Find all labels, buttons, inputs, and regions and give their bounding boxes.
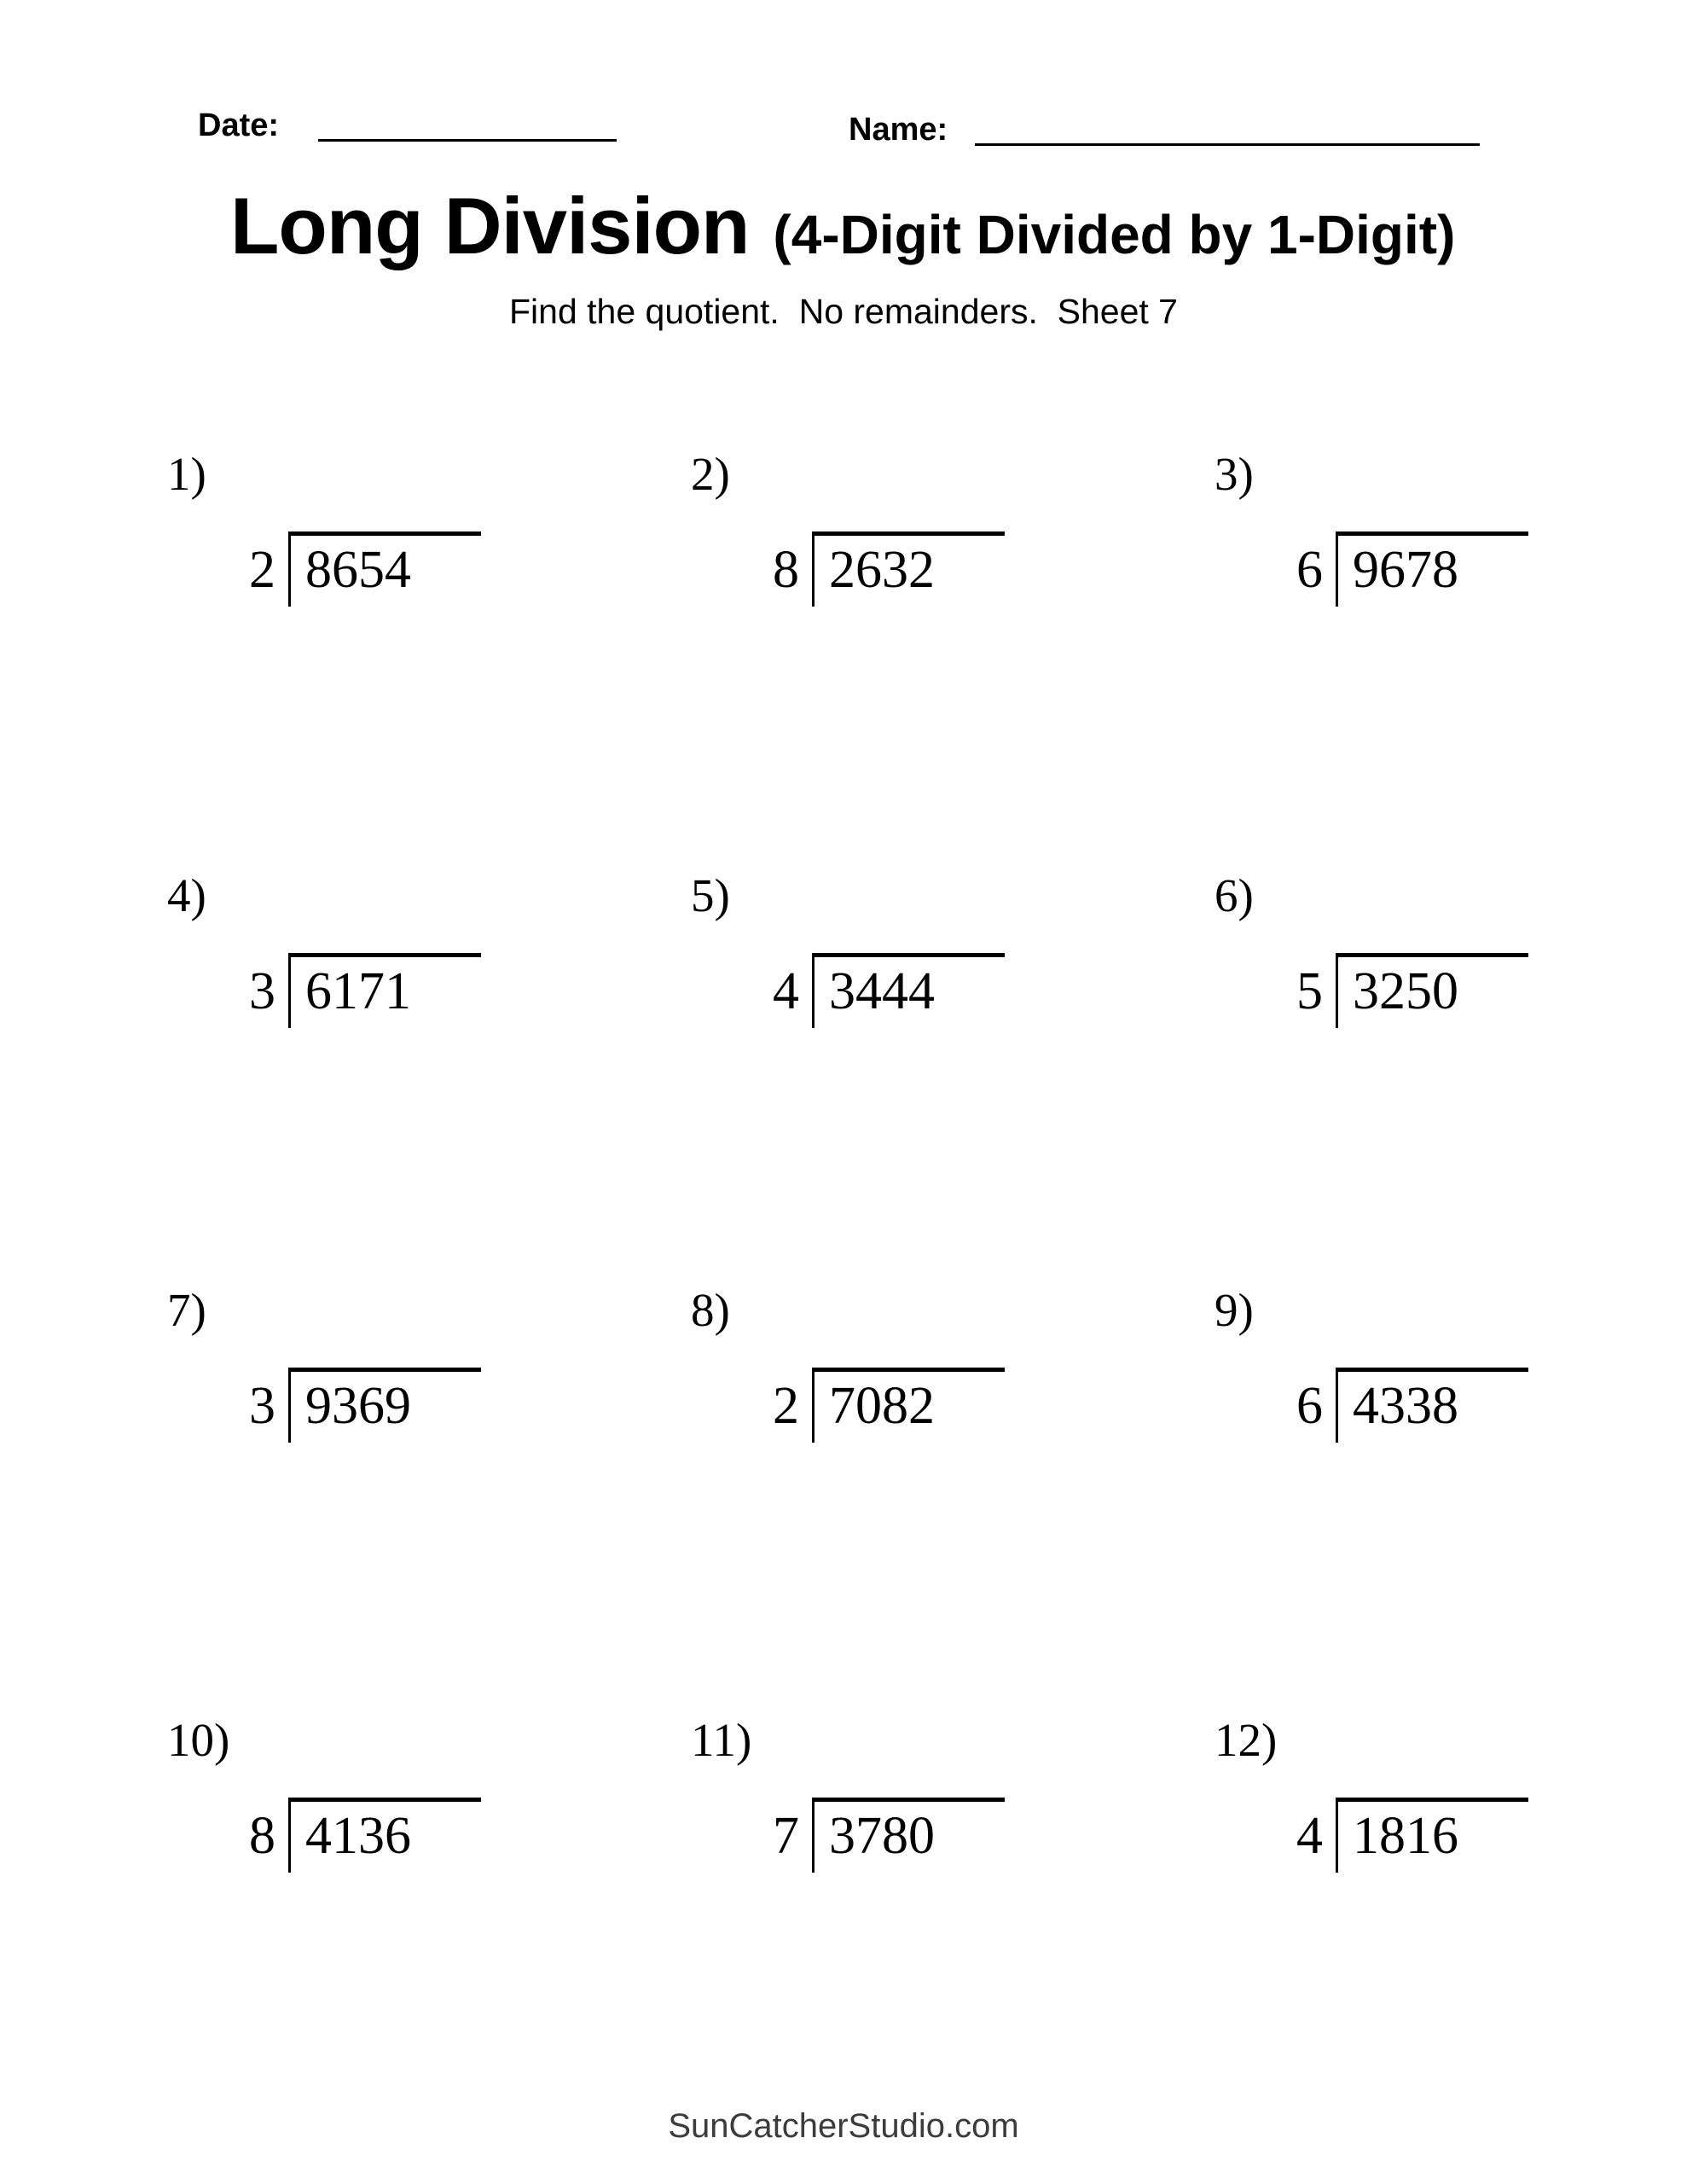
problem-number: 2) xyxy=(691,448,730,500)
division-problem xyxy=(167,1284,662,1594)
dividend: 4136 xyxy=(305,1807,411,1865)
division-expression xyxy=(773,1798,1186,1873)
divisor: 4 xyxy=(773,962,799,1020)
division-problem xyxy=(1215,1284,1687,1594)
division-bracket xyxy=(1336,953,1528,1028)
problem-number: 4) xyxy=(167,869,206,921)
division-bracket xyxy=(288,953,481,1028)
dividend: 3444 xyxy=(829,962,935,1020)
problem-number: 12) xyxy=(1215,1714,1278,1766)
division-bracket xyxy=(288,531,481,607)
division-problem xyxy=(167,869,662,1179)
divisor: 8 xyxy=(249,1807,275,1865)
division-problem xyxy=(167,450,662,758)
name-label: Name: xyxy=(849,112,948,148)
division-bracket xyxy=(288,1798,481,1873)
dividend: 2632 xyxy=(829,541,935,599)
divisor: 8 xyxy=(773,541,799,599)
page-title xyxy=(230,181,1527,270)
division-problem xyxy=(691,1284,1186,1594)
problem-number: 3) xyxy=(1215,448,1254,500)
footer-site-credit: SunCatcherStudio.com xyxy=(668,2107,1019,2145)
division-expression xyxy=(249,531,662,607)
division-problem xyxy=(691,450,1186,758)
divisor: 3 xyxy=(249,1377,275,1435)
divisor: 5 xyxy=(1296,962,1323,1020)
division-expression xyxy=(1296,1368,1687,1443)
dividend: 9369 xyxy=(305,1377,411,1435)
divisor: 2 xyxy=(773,1377,799,1435)
division-bracket xyxy=(1336,1798,1528,1873)
division-expression xyxy=(773,1368,1186,1443)
dividend: 3780 xyxy=(829,1807,935,1865)
date-label: Date: xyxy=(198,107,280,143)
division-bracket xyxy=(1336,1368,1528,1443)
division-bracket xyxy=(1336,531,1528,607)
page-title-main: Long Division xyxy=(230,181,750,270)
division-problem xyxy=(691,1716,1186,2024)
division-bracket xyxy=(812,1798,1005,1873)
division-problem xyxy=(1215,1716,1687,2024)
problem-number: 11) xyxy=(691,1714,752,1766)
dividend: 6171 xyxy=(305,962,411,1020)
division-expression xyxy=(249,953,662,1028)
problem-number: 5) xyxy=(691,869,730,921)
divisor: 3 xyxy=(249,962,275,1020)
date-blank-line xyxy=(318,139,617,142)
division-problem xyxy=(1215,869,1687,1179)
divisor: 7 xyxy=(773,1807,799,1865)
problem-number: 7) xyxy=(167,1284,206,1336)
division-expression xyxy=(249,1798,662,1873)
dividend: 4338 xyxy=(1353,1377,1458,1435)
division-bracket xyxy=(812,953,1005,1028)
division-bracket xyxy=(288,1368,481,1443)
dividend: 3250 xyxy=(1353,962,1458,1020)
divisor: 6 xyxy=(1296,541,1323,599)
dividend: 9678 xyxy=(1353,541,1458,599)
problem-number: 10) xyxy=(167,1714,230,1766)
division-expression xyxy=(1296,953,1687,1028)
page-title-qualifier: (4-Digit Divided by 1-Digit) xyxy=(773,204,1456,265)
dividend: 8654 xyxy=(305,541,411,599)
division-expression xyxy=(773,953,1186,1028)
division-bracket xyxy=(812,1368,1005,1443)
division-expression xyxy=(1296,1798,1687,1873)
division-expression xyxy=(249,1368,662,1443)
division-problem xyxy=(167,1716,662,2024)
divisor: 2 xyxy=(249,541,275,599)
problem-number: 6) xyxy=(1215,869,1254,921)
page-instructions: Find the quotient. No remainders. Sheet 7 xyxy=(508,292,1178,331)
division-expression xyxy=(1296,531,1687,607)
dividend: 1816 xyxy=(1353,1807,1458,1865)
division-expression xyxy=(773,531,1186,607)
division-problem xyxy=(1215,450,1687,758)
dividend: 7082 xyxy=(829,1377,935,1435)
division-problem xyxy=(691,869,1186,1179)
problem-number: 9) xyxy=(1215,1284,1254,1336)
division-bracket xyxy=(812,531,1005,607)
problem-number: 1) xyxy=(167,448,206,500)
problem-number: 8) xyxy=(691,1284,730,1336)
divisor: 6 xyxy=(1296,1377,1323,1435)
name-blank-line xyxy=(975,143,1480,146)
divisor: 4 xyxy=(1296,1807,1323,1865)
